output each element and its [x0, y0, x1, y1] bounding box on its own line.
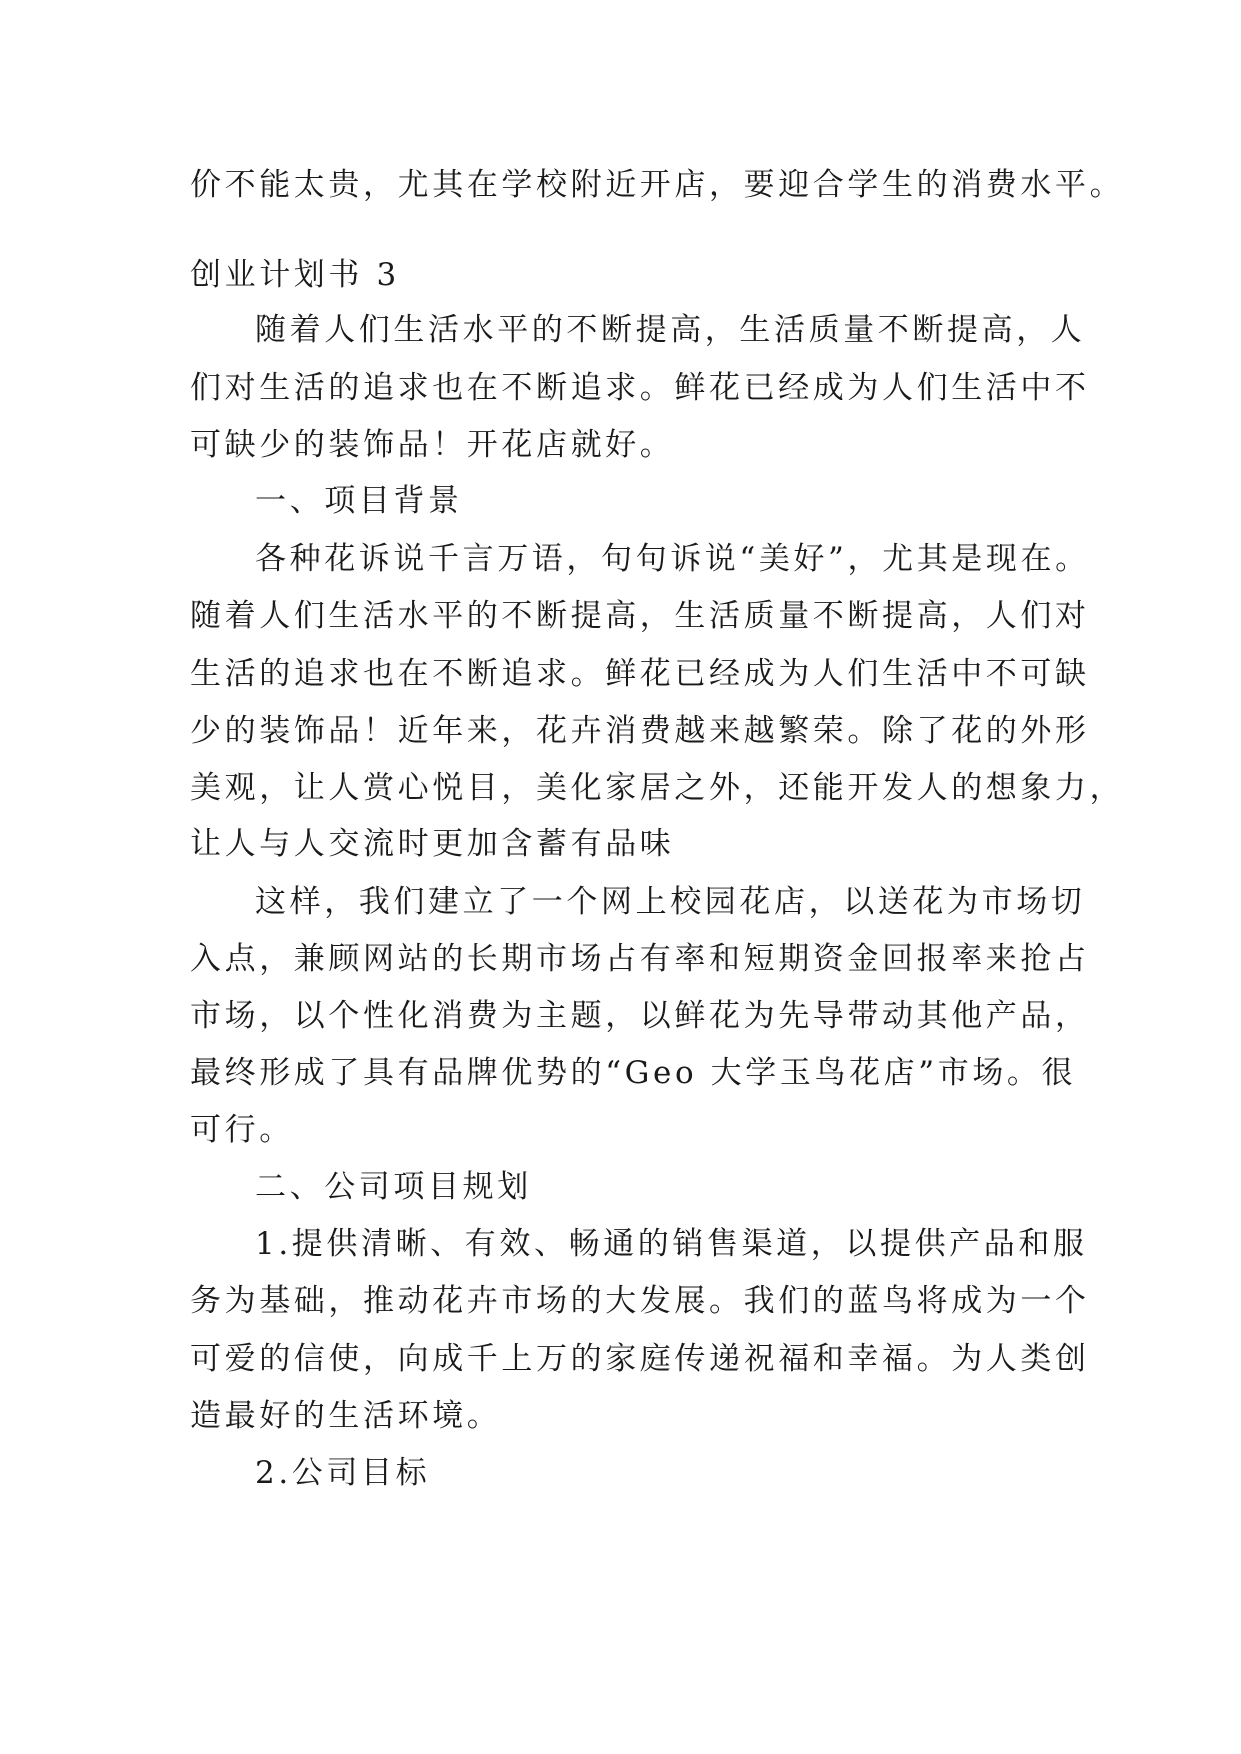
paragraph-line: 随着人们生活水平的不断提高，生活质量不断提高，人们对 [190, 598, 1090, 634]
paragraph-line: 价不能太贵，尤其在学校附近开店，要迎合学生的消费水平。 [190, 167, 1125, 203]
paragraph-line: 造最好的生活环境。 [190, 1398, 502, 1434]
heading-company-goals: 2.公司目标 [255, 1455, 431, 1491]
paragraph-line: 美观，让人赏心悦目，美化家居之外，还能开发人的想象力， [190, 770, 1125, 806]
section-title: 创业计划书 3 [190, 257, 400, 293]
heading-project-background: 一、项目背景 [255, 483, 463, 519]
heading-company-planning: 二、公司项目规划 [255, 1169, 532, 1205]
paragraph-line: 可行。 [190, 1112, 294, 1148]
paragraph-line: 生活的追求也在不断追求。鲜花已经成为人们生活中不可缺 [190, 656, 1090, 692]
paragraph-line: 可缺少的装饰品！开花店就好。 [190, 427, 675, 463]
paragraph-line: 1.提供清晰、有效、畅通的销售渠道，以提供产品和服 [255, 1226, 1088, 1262]
paragraph-line: 少的装饰品！近年来，花卉消费越来越繁荣。除了花的外形 [190, 713, 1090, 749]
paragraph-line: 最终形成了具有品牌优势的“Geo 大学玉鸟花店”市场。很 [190, 1055, 1077, 1091]
paragraph-line: 各种花诉说千言万语，句句诉说“美好”，尤其是现在。 [255, 541, 1090, 577]
paragraph-line: 可爱的信使，向成千上万的家庭传递祝福和幸福。为人类创 [190, 1341, 1090, 1377]
paragraph-line: 务为基础，推动花卉市场的大发展。我们的蓝鸟将成为一个 [190, 1283, 1090, 1319]
paragraph-line: 让人与人交流时更加含蓄有品味 [190, 826, 675, 862]
paragraph-line: 市场，以个性化消费为主题，以鲜花为先导带动其他产品， [190, 998, 1090, 1034]
paragraph-line: 这样，我们建立了一个网上校园花店，以送花为市场切 [255, 884, 1086, 920]
paragraph-line: 随着人们生活水平的不断提高，生活质量不断提高，人 [255, 312, 1086, 348]
paragraph-line: 入点，兼顾网站的长期市场占有率和短期资金回报率来抢占 [190, 941, 1090, 977]
paragraph-line: 们对生活的追求也在不断追求。鲜花已经成为人们生活中不 [190, 370, 1090, 406]
